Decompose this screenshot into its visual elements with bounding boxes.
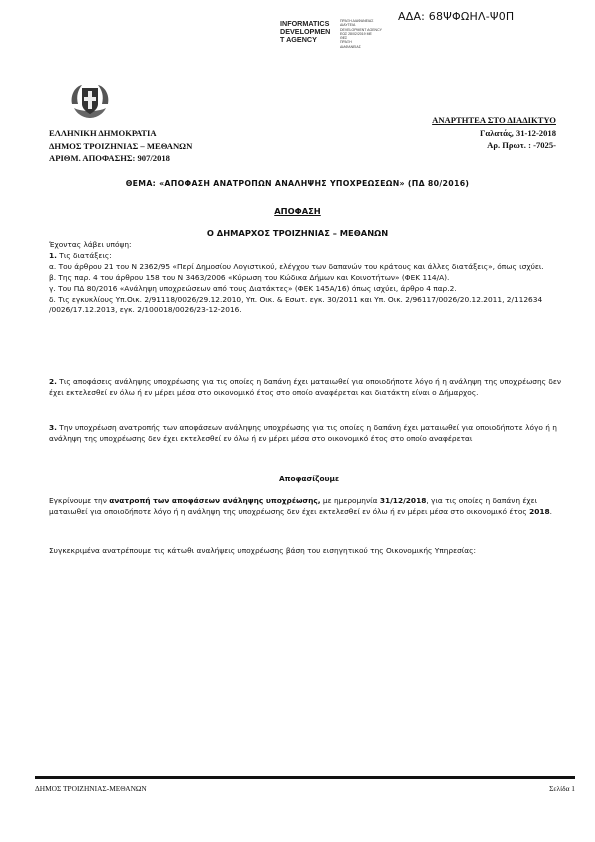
we-decide-heading: Αποφασίζουμε [278, 474, 340, 483]
provision-1a: α. Του άρθρου 21 του Ν 2362/95 «Περί Δημοσίου Λογιστικού, ελέγχου των δαπανών του κράτους και άλλες διατάξεις», όπως ισχύει. [49, 261, 544, 271]
approval-text: Εγκρίνουμε την [49, 496, 110, 505]
agency-stamp-line: ΠΡΑΞΗ [340, 40, 352, 45]
provision-1b: β. Της παρ. 4 του άρθρου 158 του Ν 3463/2006 «Κύρωση του Κώδικα Δήμων και Κοινοτήτων» (ΦΕΚ 114/Α). [49, 272, 450, 282]
approval-bold-text: ανατροπή των αποφάσεων ανάληψης υποχρέωσης, [109, 496, 321, 505]
approval-text: με ημερομηνία [320, 496, 380, 505]
agency-line: DEVELOPMEN [280, 27, 331, 36]
provision-1d: δ. Τις εγκυκλίους Υπ.Οικ. 2/91118/0026/29.12.2010, Υπ. Οικ. & Εσωτ. εγκ. 30/2011 και Υπ. Οικ. 2/96117/0026/20.12.2011, 2/112634 /0026/17.12.2013, εγκ. 2/100018/0026/23-12-2016. [49, 294, 543, 315]
ada-code: ΑΔΑ: 68ΨΦΩΗΛ-Ψ0Π [398, 10, 515, 23]
provision-1c: γ. Του ΠΔ 80/2016 «Ανάληψη υποχρεώσεων από τους Διατάκτες» (ΦΕΚ 145Α/16) όπως ισχύει, άρθρο 4 παρ.2. [49, 283, 457, 293]
agency-stamp-line: ΔΙΑΦΑΝΕΙΑΣ [340, 44, 361, 49]
agency-line: T AGENCY [280, 35, 317, 44]
intro-text: Έχοντας λάβει υπόψη: [49, 240, 132, 249]
agency-stamp-line: ΔΙΑΥΓΕΙΑ [340, 23, 356, 28]
publication-block [380, 114, 556, 152]
mayor-heading: Ο ΔΗΜΑΡΧΟΣ ΤΡΟΙΖΗΝΙΑΣ – ΜΕΘΑΝΩΝ [206, 228, 389, 238]
agency-stamp-line: ΕΩΣ 28/02/2019 ΜΕ [340, 31, 372, 36]
provision-3-text: Την υποχρέωση ανατροπής των αποφάσεων ανάληψης υποχρέωσης για τις οποίες η δαπάνη έχει ματαιωθεί για οποιοδήποτε λόγο ή η ανάληψη της υποχρέωσης δεν έχει εκτελεσθεί εν όλω ή εν μέρει μέσα στο οικονομικό έτος στο οποίο αναφέρεται [49, 423, 557, 443]
greek-coat-of-arms-icon [68, 82, 112, 120]
footer-rule [35, 776, 575, 779]
protocol-number: Αρ. Πρωτ. : -7025- [487, 140, 556, 150]
approval-text: . [549, 506, 552, 516]
agency-stamp-text [340, 19, 382, 49]
item-label: Τις διατάξεις: [56, 250, 112, 260]
decision-heading: ΑΠΟΦΑΣΗ [274, 206, 321, 216]
item-number: 2. [49, 377, 57, 386]
considerations-section [49, 240, 569, 316]
provision-2 [49, 377, 569, 399]
agency-line: INFORMATICS [280, 19, 330, 28]
issuer-municipality: ΔΗΜΟΣ ΤΡΟΙΖΗΝΙΑΣ – ΜΕΘΑΝΩΝ [49, 140, 193, 151]
decision-number: ΑΡΙΘΜ. ΑΠΟΦΑΣΗΣ: 907/2018 [49, 153, 170, 163]
agency-stamp-line: ΠΡΑΞΗ ΔΙΑΦΑΝΕΙΑΣ [340, 19, 374, 23]
item-number: 1. [49, 250, 57, 260]
approval-text: , για τις οποίες η δαπάνη έχει ματαιωθεί για οποιοδήποτε λόγο ή η ανάληψη της υποχρέωσης δεν έχει εκτελεσθεί εν όλω ή εν μέρει μέσα στο οικονομικό έτος [49, 496, 538, 516]
provision-1-heading [49, 251, 569, 262]
publish-online-label: ΑΝΑΡΤΗΤΕΑ ΣΤΟ ΔΙΑΔΙΚΤΥΟ [432, 115, 556, 125]
page-number: Σελίδα 1 [549, 784, 575, 793]
specific-paragraph: Συγκεκριμένα ανατρέπουμε τις κάτωθι αναλήψεις υποχρέωσης βάση του εισηγητικού της Οικονομικής Υπηρεσίας: [49, 546, 476, 555]
agency-stamp-line: DEVELOPMENT AGENCY [340, 27, 382, 32]
approval-year: 2018 [529, 506, 550, 516]
place-date: Γαλατάς, 31-12-2018 [479, 127, 556, 138]
footer-municipality: ΔΗΜΟΣ ΤΡΟΙΖΗΝΙΑΣ-ΜΕΘΑΝΩΝ [35, 784, 147, 793]
item-number: 3. [49, 423, 57, 432]
subject-line: ΘΕΜΑ: «ΑΠΟΦΑΣΗ ΑΝΑΤΡΟΠΩΝ ΑΝΑΛΗΨΗΣ ΥΠΟΧΡΕΩΣΕΩΝ» (ΠΔ 80/2016) [125, 179, 470, 188]
provision-3 [49, 423, 569, 445]
provision-2-text: Τις αποφάσεις ανάληψης υποχρέωσης για τις οποίες η δαπάνη έχει ματαιωθεί για οποιοδήποτε λόγο ή η ανάληψη της υποχρέωσης δεν έχει εκτελεσθεί εν όλω ή εν μέρει μέσα στο οικονομικό έτος στο οποίο αναφέρεται και διατάκτη είναι ο Δήμαρχος. [49, 377, 562, 397]
agency-stamp-line: ΘΕΣ [340, 36, 348, 41]
issuer-block [49, 127, 192, 165]
agency-logo-text [280, 20, 330, 44]
issuer-country: ΕΛΛΗΝΙΚΗ ΔΗΜΟΚΡΑΤΙΑ [49, 128, 157, 138]
approval-date: 31/12/2018 [379, 496, 427, 505]
approval-paragraph [49, 496, 569, 518]
